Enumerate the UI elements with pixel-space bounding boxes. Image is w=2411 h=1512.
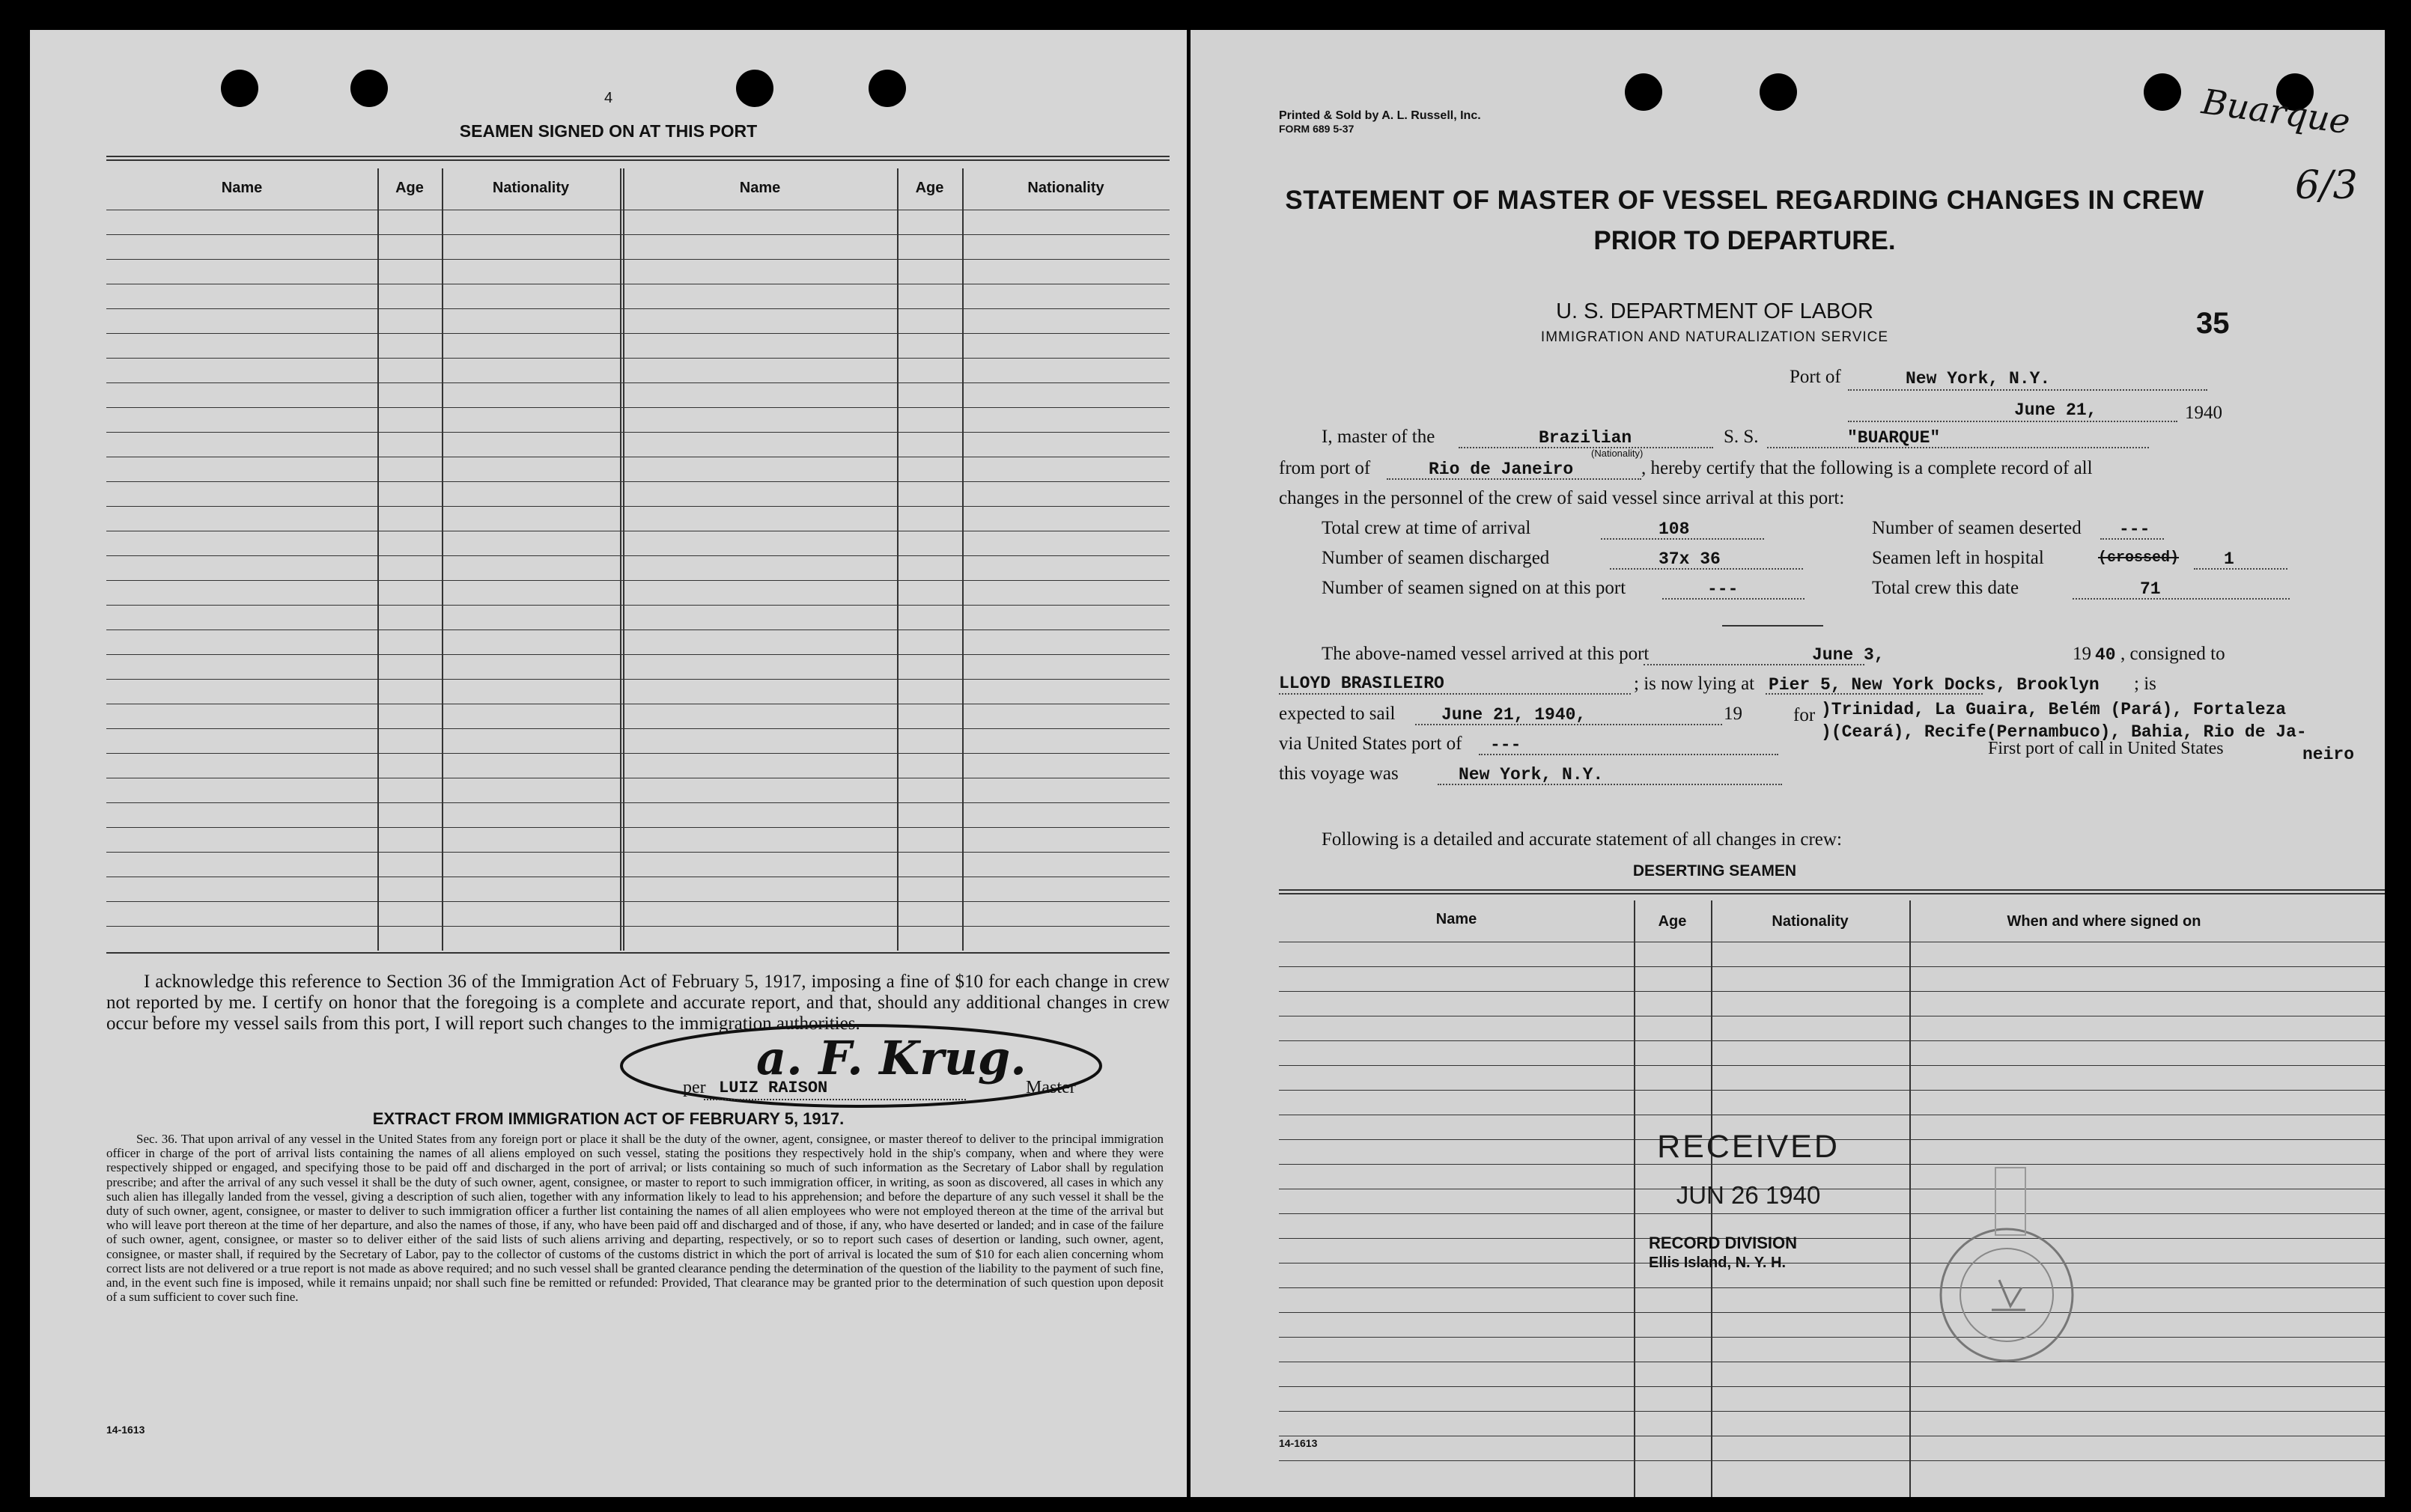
via-line <box>1479 754 1778 755</box>
service: IMMIGRATION AND NATURALIZATION SERVICE <box>1540 329 1889 345</box>
extract-text: Sec. 36. That upon arrival of any vessel in the United States from any foreign port or place it shall be the duty of the owner, agent, consignee, or master thereof to deliver to the principal immigration officer in charge of the port of arrival lists containing the names of all aliens employed on such vessel, stating the positions they respectively hold in the ship's company, when and where they were respectively shipped or engaged, and specifying those to be paid off and discharged in the port of arrival; or lists containing so much of such information as the Secretary of Labor shall by regulation prescribe; and after the arrival of any such vessel it shall be the duty of such owner, agent, consignee, or master to report to such immigration officer, in writing, as soon as discovered, all cases in which any such alien has illegally landed from the vessel, giving a description of such alien, together with any information likely to lead to his apprehension; and before the departure of any such vessel it shall be the duty of such owner, agent, consignee, or master to deliver to such immigration officer a further list containing the names of all alien employees who were not employed thereon at the time of the arrival but who will leave port thereon at the time of her departure, and also the names of those, if any, who have been paid off and discharged and of those, if any, who have deserted or landed; and in case of the failure of such owner, agent, consignee, or master so to deliver either of the said lists of such aliens arriving and departing, respectively, or so to report such cases of desertion or landing, such owner, agent, consignee, or master shall, if required by the Secretary of Labor, pay to the collector of customs of the customs district in which the port of arrival is located the sum of $10 for each alien concerning whom correct lists are not delivered or a true report is not made as above required; and no such vessel shall be granted clearance pending the determination of the question of the liability to the payment of such fine, and, in the event such fine is imposed, while it remains unpaid; nor shall such fine be remitted or refunded: Provided, That clearance may be granted prior to the determination of such question upon deposit of a sum sufficient to cover such fine. <box>106 1132 1164 1305</box>
table-row-line <box>1279 991 2385 992</box>
signed-on-label: Number of seamen signed on at this port <box>1322 578 1626 598</box>
table-row-line <box>106 679 1170 680</box>
punch-hole <box>1625 73 1662 111</box>
printer-line: Printed & Sold by A. L. Russell, Inc. <box>1279 109 1481 122</box>
form-code: 14-1613 <box>1279 1437 1318 1449</box>
via-label: via United States port of <box>1279 734 1462 754</box>
table-row-line <box>1279 1287 2385 1288</box>
header-nationality: Nationality <box>1772 913 1849 930</box>
master-of-label: I, master of the <box>1322 427 1435 447</box>
per-label: per <box>683 1078 706 1097</box>
per-name: LUIZ RAISON <box>719 1079 828 1097</box>
header-age: Age <box>1658 913 1687 930</box>
certify-text: , hereby certify that the following is a complete record of all <box>1641 458 2093 478</box>
sail-label: expected to sail <box>1279 704 1396 724</box>
arrived-value: June 3, <box>1812 645 1885 665</box>
hospital-label: Seamen left in hospital <box>1872 548 2044 568</box>
is-label: ; is <box>2134 674 2156 694</box>
destination-line2: )(Ceará), Recife(Pernambuco), Bahia, Rio de Ja- <box>1821 722 2307 742</box>
from-port-value: Rio de Janeiro <box>1429 460 1574 479</box>
from-port-label: from port of <box>1279 458 1371 478</box>
column-divider <box>620 168 621 951</box>
table-row-line <box>106 852 1170 853</box>
for-label: for <box>1793 705 1816 725</box>
consignee-line <box>1279 693 1631 695</box>
ss-label: S. S. <box>1724 427 1759 447</box>
total-arrival-label: Total crew at time of arrival <box>1322 518 1531 538</box>
date-value: June 21, <box>2014 400 2097 420</box>
column-divider <box>897 168 899 951</box>
table-row-line <box>106 753 1170 754</box>
svg-text:6/3: 6/3 <box>2295 163 2358 208</box>
table-rule <box>106 156 1170 157</box>
table-row-line <box>106 802 1170 803</box>
table-row-line <box>1279 1411 2385 1412</box>
port-label: Port of <box>1790 367 1841 387</box>
table-row-line <box>1279 966 2385 967</box>
header-nationality: Nationality <box>492 180 570 196</box>
first-port-label: First port of call in United States <box>1988 739 2224 758</box>
table-row-line <box>106 506 1170 507</box>
svg-text:a. F. Krug.: a. F. Krug. <box>756 1031 1027 1085</box>
extract-title: EXTRACT FROM IMMIGRATION ACT OF FEBRUARY 5, 1917. <box>372 1109 845 1128</box>
destination-line3: neiro <box>2302 745 2355 764</box>
lying-value: Pier 5, New York Docks, Brooklyn <box>1769 675 2100 695</box>
deserted-value: --- <box>2119 519 2150 539</box>
table-row-line <box>1279 1213 2385 1214</box>
this-voyage-label: this voyage was <box>1279 763 1399 784</box>
master-label: Master <box>1026 1078 1076 1097</box>
lying-label: ; is now lying at <box>1634 674 1755 694</box>
total-date-label: Total crew this date <box>1872 578 2019 598</box>
hospital-line <box>2194 568 2287 570</box>
punch-hole <box>1760 73 1797 111</box>
table-row-line <box>106 234 1170 235</box>
table-row-line <box>1279 1460 2385 1461</box>
date-year: 1940 <box>2185 403 2222 423</box>
table-rule <box>106 952 1170 954</box>
table-row-line <box>106 580 1170 581</box>
total-date-value: 71 <box>2140 579 2161 599</box>
column-divider <box>442 168 443 951</box>
table-row-line <box>106 259 1170 260</box>
form-number: FORM 689 5-37 <box>1279 123 1355 135</box>
table-row-line <box>106 407 1170 408</box>
nationality-caption: (Nationality) <box>1591 448 1644 459</box>
arrived-label: The above-named vessel arrived at this port <box>1322 644 1650 664</box>
header-age: Age <box>395 180 424 196</box>
right-page <box>1191 30 2385 1497</box>
record-division: RECORD DIVISION <box>1649 1234 1798 1252</box>
received-stamp: RECEIVED <box>1657 1129 1840 1165</box>
total-arrival-value: 108 <box>1658 519 1690 539</box>
table-row-line <box>106 654 1170 655</box>
consigned-label: , consigned to <box>2120 644 2225 664</box>
form-code: 14-1613 <box>106 1424 145 1436</box>
page-number: 4 <box>603 90 613 106</box>
department: U. S. DEPARTMENT OF LABOR <box>1556 299 1873 323</box>
left-page <box>30 30 1187 1497</box>
table-row-line <box>1279 1238 2385 1239</box>
table-row-line <box>106 432 1170 433</box>
port-value: New York, N.Y. <box>1906 369 2051 388</box>
sail-value: June 21, 1940, <box>1441 705 1587 725</box>
table-row-line <box>1279 1040 2385 1041</box>
table-row-line <box>106 333 1170 334</box>
svg-text:Buarque: Buarque <box>2199 81 2353 142</box>
table-row-line <box>106 358 1170 359</box>
table-row-line <box>1279 1312 2385 1313</box>
column-divider <box>623 168 624 951</box>
via-value: --- <box>1490 735 1521 755</box>
hospital-struck: (crossed) <box>2098 549 2180 567</box>
signed-on-value: --- <box>1707 579 1739 599</box>
deserting-title: DESERTING SEAMEN <box>1632 862 1797 880</box>
column-divider <box>962 168 964 951</box>
table-row-line <box>106 827 1170 828</box>
table-row-line <box>106 308 1170 309</box>
stamp-place: Ellis Island, N. Y. H. <box>1649 1255 1787 1271</box>
separator-rule <box>1722 625 1823 627</box>
port-line <box>1848 389 2207 391</box>
header-nationality-2: Nationality <box>1027 180 1104 196</box>
table-row-line <box>106 926 1170 927</box>
section-title: SEAMEN SIGNED ON AT THIS PORT <box>459 121 758 141</box>
ship-line <box>1767 447 2149 448</box>
table-row-line <box>106 901 1170 902</box>
discharged-value: 37x 36 <box>1658 549 1721 569</box>
signature-line <box>704 1099 966 1100</box>
ship-name: "BUARQUE" <box>1847 428 1941 448</box>
hospital-value: 1 <box>2224 549 2234 569</box>
header-name-2: Name <box>739 180 781 196</box>
date-line <box>1848 421 2177 422</box>
table-row-line <box>106 481 1170 482</box>
arrived-year-prefix: 19 <box>2073 644 2091 664</box>
document-title: STATEMENT OF MASTER OF VESSEL REGARDING CHANGES IN CREW <box>1285 186 2204 215</box>
table-row-line <box>1279 1065 2385 1066</box>
document-number: 35 <box>2196 307 2230 340</box>
circular-seal-image <box>1921 1130 2108 1377</box>
table-rule <box>106 159 1170 161</box>
table-row-line <box>1279 1337 2385 1338</box>
total-date-line <box>2073 598 2290 600</box>
table-row-line <box>106 382 1170 383</box>
destination-line1: )Trinidad, La Guaira, Belém (Pará), Fortaleza <box>1821 700 2287 719</box>
following-text: Following is a detailed and accurate statement of all changes in crew: <box>1322 829 1842 850</box>
acknowledgement-text: I acknowledge this reference to Section 36 of the Immigration Act of February 5, 1917, imposing a fine of $10 for each change in crew not reported by me. I certify on honor that the foregoing is a complete and accurate report, and that, should any additional changes in crew occur before my vessel sails from this port, I will report such changes to the immigration authorities. <box>106 972 1170 1034</box>
header-name: Name <box>1435 911 1477 927</box>
sail-year-prefix: 19 <box>1724 704 1742 724</box>
header-name: Name <box>221 180 263 196</box>
this-voyage-value: New York, N.Y. <box>1459 765 1604 784</box>
consignee-value: LLOYD BRASILEIRO <box>1279 674 1444 693</box>
table-row-line <box>106 605 1170 606</box>
document-title-line2: PRIOR TO DEPARTURE. <box>1593 226 1896 255</box>
table-row-line <box>106 555 1170 556</box>
header-age-2: Age <box>915 180 944 196</box>
column-divider <box>377 168 379 951</box>
table-row-line <box>1279 1090 2385 1091</box>
table-row-line <box>106 728 1170 729</box>
table-row-line <box>1279 1386 2385 1387</box>
arrived-year-value: 40 <box>2095 645 2116 665</box>
table-rule <box>1279 889 2385 891</box>
received-date: JUN 26 1940 <box>1676 1181 1821 1209</box>
deserted-label: Number of seamen deserted <box>1872 518 2082 538</box>
nationality-value: Brazilian <box>1539 428 1632 448</box>
discharged-label: Number of seamen discharged <box>1322 548 1550 568</box>
table-rule <box>1279 893 2385 894</box>
column-divider <box>1909 900 1911 1497</box>
changes-text: changes in the personnel of the crew of said vessel since arrival at this port: <box>1279 488 1845 508</box>
header-when-where: When and where signed on <box>2007 913 2201 930</box>
